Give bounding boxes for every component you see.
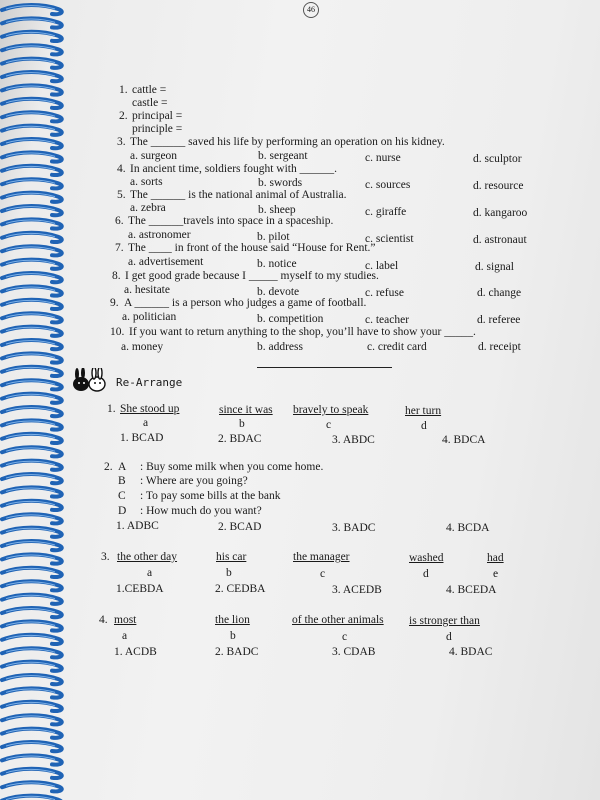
q3-choice-d: d. sculptor (473, 153, 522, 165)
ra-q4-letter-b: b (230, 630, 236, 642)
q8-choice-d: d. change (477, 287, 522, 299)
ra-q3-part-e: had (487, 552, 504, 564)
q2-line-2: principle = (132, 123, 183, 135)
q7-choice-d: d. signal (475, 261, 514, 273)
spiral-coil (2, 541, 62, 550)
spiral-coil (2, 434, 62, 443)
spiral-coil (2, 755, 62, 764)
answer-line (257, 367, 392, 368)
ra-q1-part-d: her turn (405, 405, 442, 417)
q5-number: 5. (117, 189, 126, 201)
q5-choice-d: d. kangaroo (473, 207, 528, 219)
q9-stem: A ______ is a person who judges a game of football. (124, 297, 367, 309)
spiral-coil (2, 461, 62, 470)
spiral-coil (2, 219, 62, 228)
ra-q4-option-2: 2. BADC (215, 646, 259, 658)
ra-q2-line-c: : To pay some bills at the bank (140, 490, 281, 502)
spiral-coil (2, 45, 62, 54)
spiral-coil (2, 487, 62, 496)
q7-choice-b: b. notice (257, 258, 297, 270)
q3-choice-b: b. sergeant (258, 150, 308, 162)
spiral-coil (2, 782, 62, 791)
ra-q4-part-a: most (114, 614, 137, 626)
spiral-coil (2, 367, 62, 376)
spiral-coil (2, 568, 62, 577)
q2-line-1: principal = (132, 110, 183, 122)
q7-choice-c: c. label (365, 260, 399, 272)
q4-choice-c: c. sources (365, 179, 411, 191)
ra-q3-option-3: 3. ACEDB (332, 584, 382, 596)
ra-q1-number: 1. (107, 403, 116, 415)
ra-q4-part-c: of the other animals (292, 614, 384, 626)
ra-q2-number: 2. (104, 461, 113, 473)
ra-q1-option-4: 4. BDCA (442, 434, 486, 446)
ra-q3-letter-b: b (226, 567, 232, 579)
q4-choice-a: a. sorts (130, 176, 163, 188)
q4-stem: In ancient time, soldiers fought with ______. (130, 163, 337, 175)
ra-q3-part-b: his car (216, 551, 247, 563)
spiral-coil (2, 206, 62, 215)
ra-q1-part-a: She stood up (120, 403, 180, 415)
spiral-coil (2, 688, 62, 697)
spiral-coil (2, 273, 62, 282)
q10-choice-c: c. credit card (367, 341, 427, 353)
q6-choice-b: b. pilot (257, 231, 290, 243)
spiral-coil (2, 353, 62, 362)
ra-q1-letter-d: d (421, 420, 427, 432)
spiral-coil (2, 595, 62, 604)
q8-choice-b: b. devote (257, 286, 300, 298)
ra-q1-letter-a: a (143, 417, 149, 429)
spiral-coil (2, 621, 62, 630)
ra-q4-option-4: 4. BDAC (449, 646, 493, 658)
q5-choice-b: b. sheep (258, 204, 296, 216)
spiral-coil (2, 648, 62, 657)
spiral-coil (2, 528, 62, 537)
ra-q3-letter-c: c (320, 568, 326, 580)
spiral-coil (2, 126, 62, 135)
spiral-coil (2, 193, 62, 202)
q3-stem: The ______ saved his life by performing an operation on his kidney. (130, 136, 445, 148)
q1-number: 1. (119, 84, 128, 96)
ra-q2-option-4: 4. BCDA (446, 522, 490, 534)
q7-number: 7. (115, 242, 124, 254)
q3-choice-c: c. nurse (365, 152, 401, 164)
spiral-coil (2, 769, 62, 778)
q10-choice-a: a. money (121, 341, 164, 353)
ra-q4-letter-c: c (342, 631, 348, 643)
ra-q3-part-a: the other day (117, 551, 178, 563)
ra-q1-part-c: bravely to speak (293, 404, 369, 416)
spiral-coil (2, 394, 62, 403)
spiral-coil (2, 729, 62, 738)
ra-q4-option-3: 3. CDAB (332, 646, 376, 658)
spiral-coil (2, 675, 62, 684)
q6-stem: The ______travels into space in a spaceship. (128, 215, 334, 227)
ra-q2-option-2: 2. BCAD (218, 521, 262, 533)
ra-q4-option-1: 1. ACDB (114, 646, 157, 658)
spiral-coil (2, 166, 62, 175)
q4-choice-b: b. swords (258, 177, 303, 189)
q7-stem: The ____ in front of the house said “House for Rent.” (128, 242, 376, 254)
spiral-coil (2, 474, 62, 483)
ra-q4-part-b: the lion (215, 614, 250, 626)
q9-choice-a: a. politician (122, 311, 177, 323)
page-number: 46 (303, 2, 319, 18)
spiral-coil (2, 32, 62, 41)
ra-q4-number: 4. (99, 614, 108, 626)
q3-number: 3. (117, 136, 126, 148)
spiral-coil (2, 514, 62, 523)
spiral-coil (2, 635, 62, 644)
spiral-coil (2, 152, 62, 161)
spiral-coil (2, 112, 62, 121)
ra-q2-option-3: 3. BADC (332, 522, 376, 534)
spiral-coil (2, 5, 62, 14)
spiral-coil (2, 260, 62, 269)
spiral-coil (2, 59, 62, 68)
ra-q3-part-d: washed (409, 552, 444, 564)
q9-choice-b: b. competition (257, 313, 324, 325)
spiral-coil (2, 608, 62, 617)
spiral-coil (2, 702, 62, 711)
ra-q3-option-2: 2. CEDBA (215, 583, 266, 595)
spiral-coil (2, 715, 62, 724)
ra-q1-option-2: 2. BDAC (218, 433, 262, 445)
ra-q3-number: 3. (101, 551, 110, 563)
ra-q2-line-b: : Where are you going? (140, 475, 248, 487)
q10-stem: If you want to return anything to the shop, you’ll have to show your _____. (129, 326, 476, 338)
ra-q2-line-d: : How much do you want? (140, 505, 262, 517)
q6-choice-c: c. scientist (365, 233, 414, 245)
q1-line-2: castle = (132, 97, 168, 109)
spiral-coil (2, 139, 62, 148)
spiral-coil (2, 18, 62, 27)
spiral-coil (2, 179, 62, 188)
ra-q2-line-a: : Buy some milk when you come home. (140, 461, 324, 473)
q7-choice-a: a. advertisement (128, 256, 204, 268)
spiral-coil (2, 233, 62, 242)
bunny-clipart-icon (70, 368, 110, 394)
spiral-coil (2, 313, 62, 322)
q5-choice-c: c. giraffe (365, 206, 407, 218)
ra-q2-letter-d: D (118, 505, 127, 517)
q10-choice-b: b. address (257, 341, 303, 353)
q9-choice-d: d. referee (477, 314, 521, 326)
q9-number: 9. (110, 297, 119, 309)
ra-q4-letter-d: d (446, 631, 452, 643)
spiral-coil (2, 407, 62, 416)
q5-choice-a: a. zebra (130, 202, 166, 214)
ra-q3-letter-d: d (423, 568, 429, 580)
q8-choice-c: c. refuse (365, 287, 404, 299)
q8-number: 8. (112, 270, 121, 282)
ra-q2-option-1: 1. ADBC (116, 520, 159, 532)
ra-q1-option-1: 1. BCAD (120, 432, 164, 444)
spiral-coil (2, 300, 62, 309)
q10-number: 10. (110, 326, 125, 338)
spiral-binding (0, 0, 72, 800)
spiral-coil (2, 420, 62, 429)
spiral-coil (2, 742, 62, 751)
q6-number: 6. (115, 215, 124, 227)
spiral-coil (2, 340, 62, 349)
spiral-coil (2, 380, 62, 389)
ra-q2-letter-b: B (118, 475, 126, 487)
ra-q1-letter-c: c (326, 419, 332, 431)
rearrange-heading: Re-Arrange (116, 376, 183, 389)
q4-choice-d: d. resource (473, 180, 524, 192)
ra-q3-letter-a: a (147, 567, 153, 579)
spiral-coil (2, 501, 62, 510)
ra-q3-option-1: 1.CEBDA (116, 583, 164, 595)
ra-q3-part-c: the manager (293, 551, 350, 563)
q8-stem: I get good grade because I _____ myself to my studies. (125, 270, 379, 282)
spiral-coil (2, 581, 62, 590)
ra-q3-letter-e: e (493, 568, 499, 580)
spiral-coil (2, 99, 62, 108)
spiral-coil (2, 554, 62, 563)
q1-line-1: cattle = (132, 84, 167, 96)
ra-q1-letter-b: b (239, 418, 245, 430)
ra-q1-option-3: 3. ABDC (332, 434, 375, 446)
ra-q4-letter-a: a (122, 630, 128, 642)
spiral-coil (2, 246, 62, 255)
spiral-coil (2, 72, 62, 81)
q9-choice-c: c. teacher (365, 314, 410, 326)
spiral-coil (2, 447, 62, 456)
spiral-coil (2, 85, 62, 94)
ra-q1-part-b: since it was (219, 404, 273, 416)
ra-q2-letter-a: A (118, 461, 127, 473)
spiral-coil (2, 662, 62, 671)
q6-choice-d: d. astronaut (473, 234, 527, 246)
q8-choice-a: a. hesitate (124, 284, 170, 296)
q2-number: 2. (119, 110, 128, 122)
q6-choice-a: a. astronomer (128, 229, 191, 241)
q10-choice-d: d. receipt (478, 341, 521, 353)
spiral-coil (2, 286, 62, 295)
ra-q2-letter-c: C (118, 490, 126, 502)
q4-number: 4. (117, 163, 126, 175)
q3-choice-a: a. surgeon (130, 150, 178, 162)
q5-stem: The ______ is the national animal of Australia. (130, 189, 347, 201)
ra-q3-option-4: 4. BCEDA (446, 584, 497, 596)
ra-q4-part-d: is stronger than (409, 615, 480, 627)
spiral-coil (2, 327, 62, 336)
